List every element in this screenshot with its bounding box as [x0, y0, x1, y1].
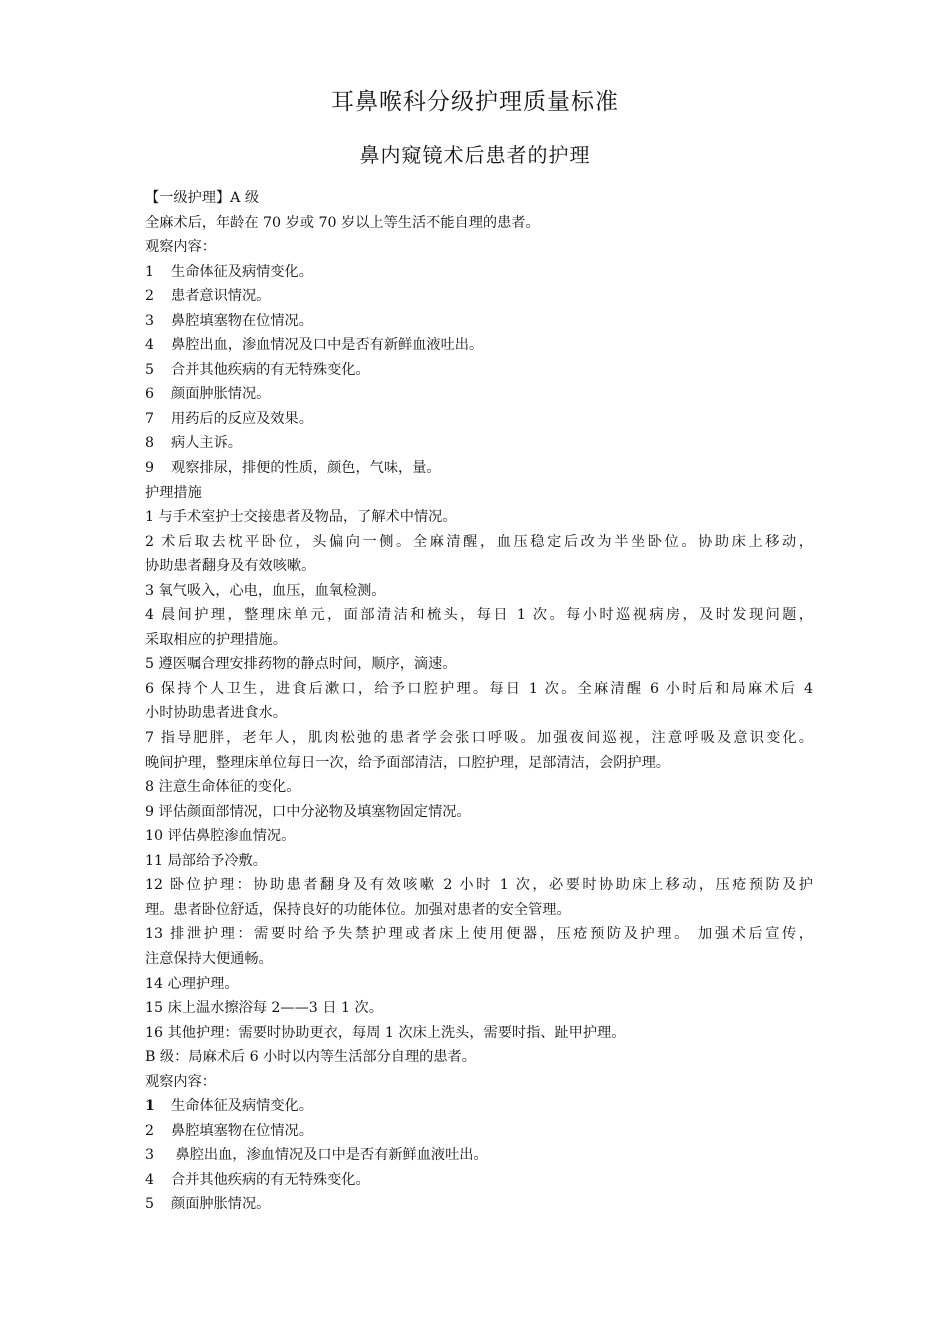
- line-text: 观察内容：: [145, 1073, 216, 1090]
- line-text: 2 术后取去枕平卧位，头偏向一侧。全麻清醒，血压稳定后改为半坐卧位。协助床上移动，: [145, 533, 813, 550]
- text-line: [145, 235, 813, 260]
- document-subtitle: 鼻内窥镜术后患者的护理: [359, 143, 591, 167]
- line-text: 16 其他护理：需要时协助更衣，每周 1 次床上洗头，需要时指、趾甲护理。: [145, 1024, 626, 1041]
- line-text: 3 氧气吸入，心电，血压，血氧检测。: [145, 582, 386, 599]
- line-text: 鼻腔填塞物在位情况。: [171, 312, 313, 329]
- text-line: [145, 972, 813, 997]
- line-text: 采取相应的护理措施。: [145, 631, 287, 648]
- line-text: 1 与手术室护士交接患者及物品，了解术中情况。: [145, 509, 457, 526]
- line-text: 4 晨间护理，整理床单元，面部清洁和梳头，每日 1 次。每小时巡视病房，及时发现问题，: [145, 607, 813, 624]
- text-line: [145, 922, 813, 947]
- text-line: [145, 1094, 813, 1119]
- document-body: [145, 186, 813, 1217]
- line-text: 鼻腔填塞物在位情况。: [171, 1122, 313, 1139]
- list-number: 3: [145, 312, 155, 329]
- line-text: 颜面肿胀情况。: [171, 1196, 271, 1213]
- text-line: [145, 284, 813, 309]
- text-line: [145, 824, 813, 849]
- text-line: [145, 1045, 813, 1070]
- line-text: 合并其他疾病的有无特殊变化。: [171, 1171, 370, 1188]
- list-number: 8: [145, 435, 155, 452]
- text-line: [145, 849, 813, 874]
- line-text: 观察内容：: [145, 239, 216, 256]
- list-number: 4: [145, 1171, 155, 1188]
- text-line: [145, 407, 813, 432]
- line-text: 7 指导肥胖，老年人，肌肉松弛的患者学会张口呼吸。加强夜间巡视，注意呼吸及意识变化。: [145, 730, 813, 747]
- text-line: [145, 603, 813, 628]
- text-line: [145, 1021, 813, 1046]
- line-text: 理。患者卧位舒适，保持良好的功能体位。加强对患者的安全管理。: [145, 901, 571, 918]
- text-line: [145, 1168, 813, 1193]
- line-text: 【一级护理】A 级: [145, 190, 260, 206]
- text-line: [145, 333, 813, 358]
- list-number: 6: [145, 386, 155, 403]
- line-text: 6 保持个人卫生，进食后漱口，给予口腔护理。每日 1 次。全麻清醒 6 小时后和局麻术后 4: [145, 680, 813, 697]
- text-line: [145, 186, 813, 211]
- text-line: [145, 481, 813, 506]
- list-number: 2: [145, 1122, 155, 1139]
- list-number: 7: [145, 410, 155, 427]
- text-line: [145, 211, 813, 236]
- line-text: 8 注意生命体征的变化。: [145, 779, 301, 796]
- text-line: [145, 947, 813, 972]
- line-text: 护理措施: [145, 484, 202, 501]
- text-line: [145, 652, 813, 677]
- text-line: [145, 309, 813, 334]
- text-line: [145, 701, 813, 726]
- text-line: [145, 1143, 813, 1168]
- text-line: [145, 1070, 813, 1095]
- line-text: B 级：局麻术后 6 小时以内等生活部分自理的患者。: [145, 1049, 476, 1066]
- text-line: [145, 554, 813, 579]
- text-line: [145, 800, 813, 825]
- document-title: 耳鼻喉科分级护理质量标准: [331, 89, 619, 115]
- text-line: [145, 677, 813, 702]
- line-text: 生命体征及病情变化。: [171, 1098, 313, 1115]
- text-line: [145, 628, 813, 653]
- line-text: 9 评估颜面部情况，口中分泌物及填塞物固定情况。: [145, 803, 471, 820]
- line-text: 患者意识情况。: [171, 288, 271, 305]
- line-text: 协助患者翻身及有效咳嗽。: [145, 558, 316, 575]
- line-text: 鼻腔出血，渗血情况及口中是否有新鲜血液吐出。: [171, 1147, 488, 1164]
- text-line: [145, 505, 813, 530]
- line-text: 合并其他疾病的有无特殊变化。: [171, 361, 370, 378]
- text-line: [145, 996, 813, 1021]
- line-text: 颜面肿胀情况。: [171, 386, 271, 403]
- text-line: [145, 1119, 813, 1144]
- list-number: 5: [145, 361, 155, 378]
- list-number: 5: [145, 1196, 155, 1213]
- text-line: [145, 431, 813, 456]
- text-line: [145, 260, 813, 285]
- text-line: [145, 358, 813, 383]
- line-text: 13 排泄护理：需要时给予失禁护理或者床上使用便器，压疮预防及护理。 加强术后宣传，: [145, 926, 813, 943]
- line-text: 病人主诉。: [171, 435, 242, 452]
- list-number: 1: [145, 263, 155, 280]
- text-line: [145, 456, 813, 481]
- text-line: [145, 751, 813, 776]
- text-line: [145, 898, 813, 923]
- text-line: [145, 873, 813, 898]
- text-line: [145, 579, 813, 604]
- list-number: 3: [145, 1147, 155, 1164]
- line-text: 15 床上温水擦浴每 2——3 日 1 次。: [145, 1000, 383, 1017]
- line-text: 晚间护理，整理床单位每日一次，给予面部清洁，口腔护理，足部清洁，会阴护理。: [145, 754, 670, 771]
- line-text: 鼻腔出血，渗血情况及口中是否有新鲜血液吐出。: [171, 337, 484, 354]
- line-text: 注意保持大便通畅。: [145, 950, 273, 967]
- text-line: [145, 726, 813, 751]
- line-text: 10 评估鼻腔渗血情况。: [145, 828, 296, 845]
- line-text: 14 心理护理。: [145, 975, 239, 992]
- line-text: 11 局部给予冷敷。: [145, 852, 267, 869]
- line-text: 观察排尿，排便的性质，颜色，气味，量。: [171, 460, 441, 477]
- text-line: [145, 530, 813, 555]
- line-text: 5 遵医嘱合理安排药物的静点时间，顺序，滴速。: [145, 656, 457, 673]
- text-line: [145, 1192, 813, 1217]
- line-text: 12 卧位护理：协助患者翻身及有效咳嗽 2 小时 1 次，必要时协助床上移动，压疮预防及护: [145, 877, 813, 894]
- line-text: 小时协助患者进食水。: [145, 705, 287, 722]
- list-number: 2: [145, 288, 155, 305]
- line-text: 全麻术后，年龄在 70 岁或 70 岁以上等生活不能自理的患者。: [145, 214, 540, 231]
- text-line: [145, 382, 813, 407]
- list-number: 9: [145, 460, 155, 477]
- list-number: 4: [145, 337, 155, 354]
- line-text: 生命体征及病情变化。: [171, 263, 313, 280]
- text-line: [145, 775, 813, 800]
- line-text: 用药后的反应及效果。: [171, 410, 313, 427]
- list-number: 1: [145, 1098, 155, 1115]
